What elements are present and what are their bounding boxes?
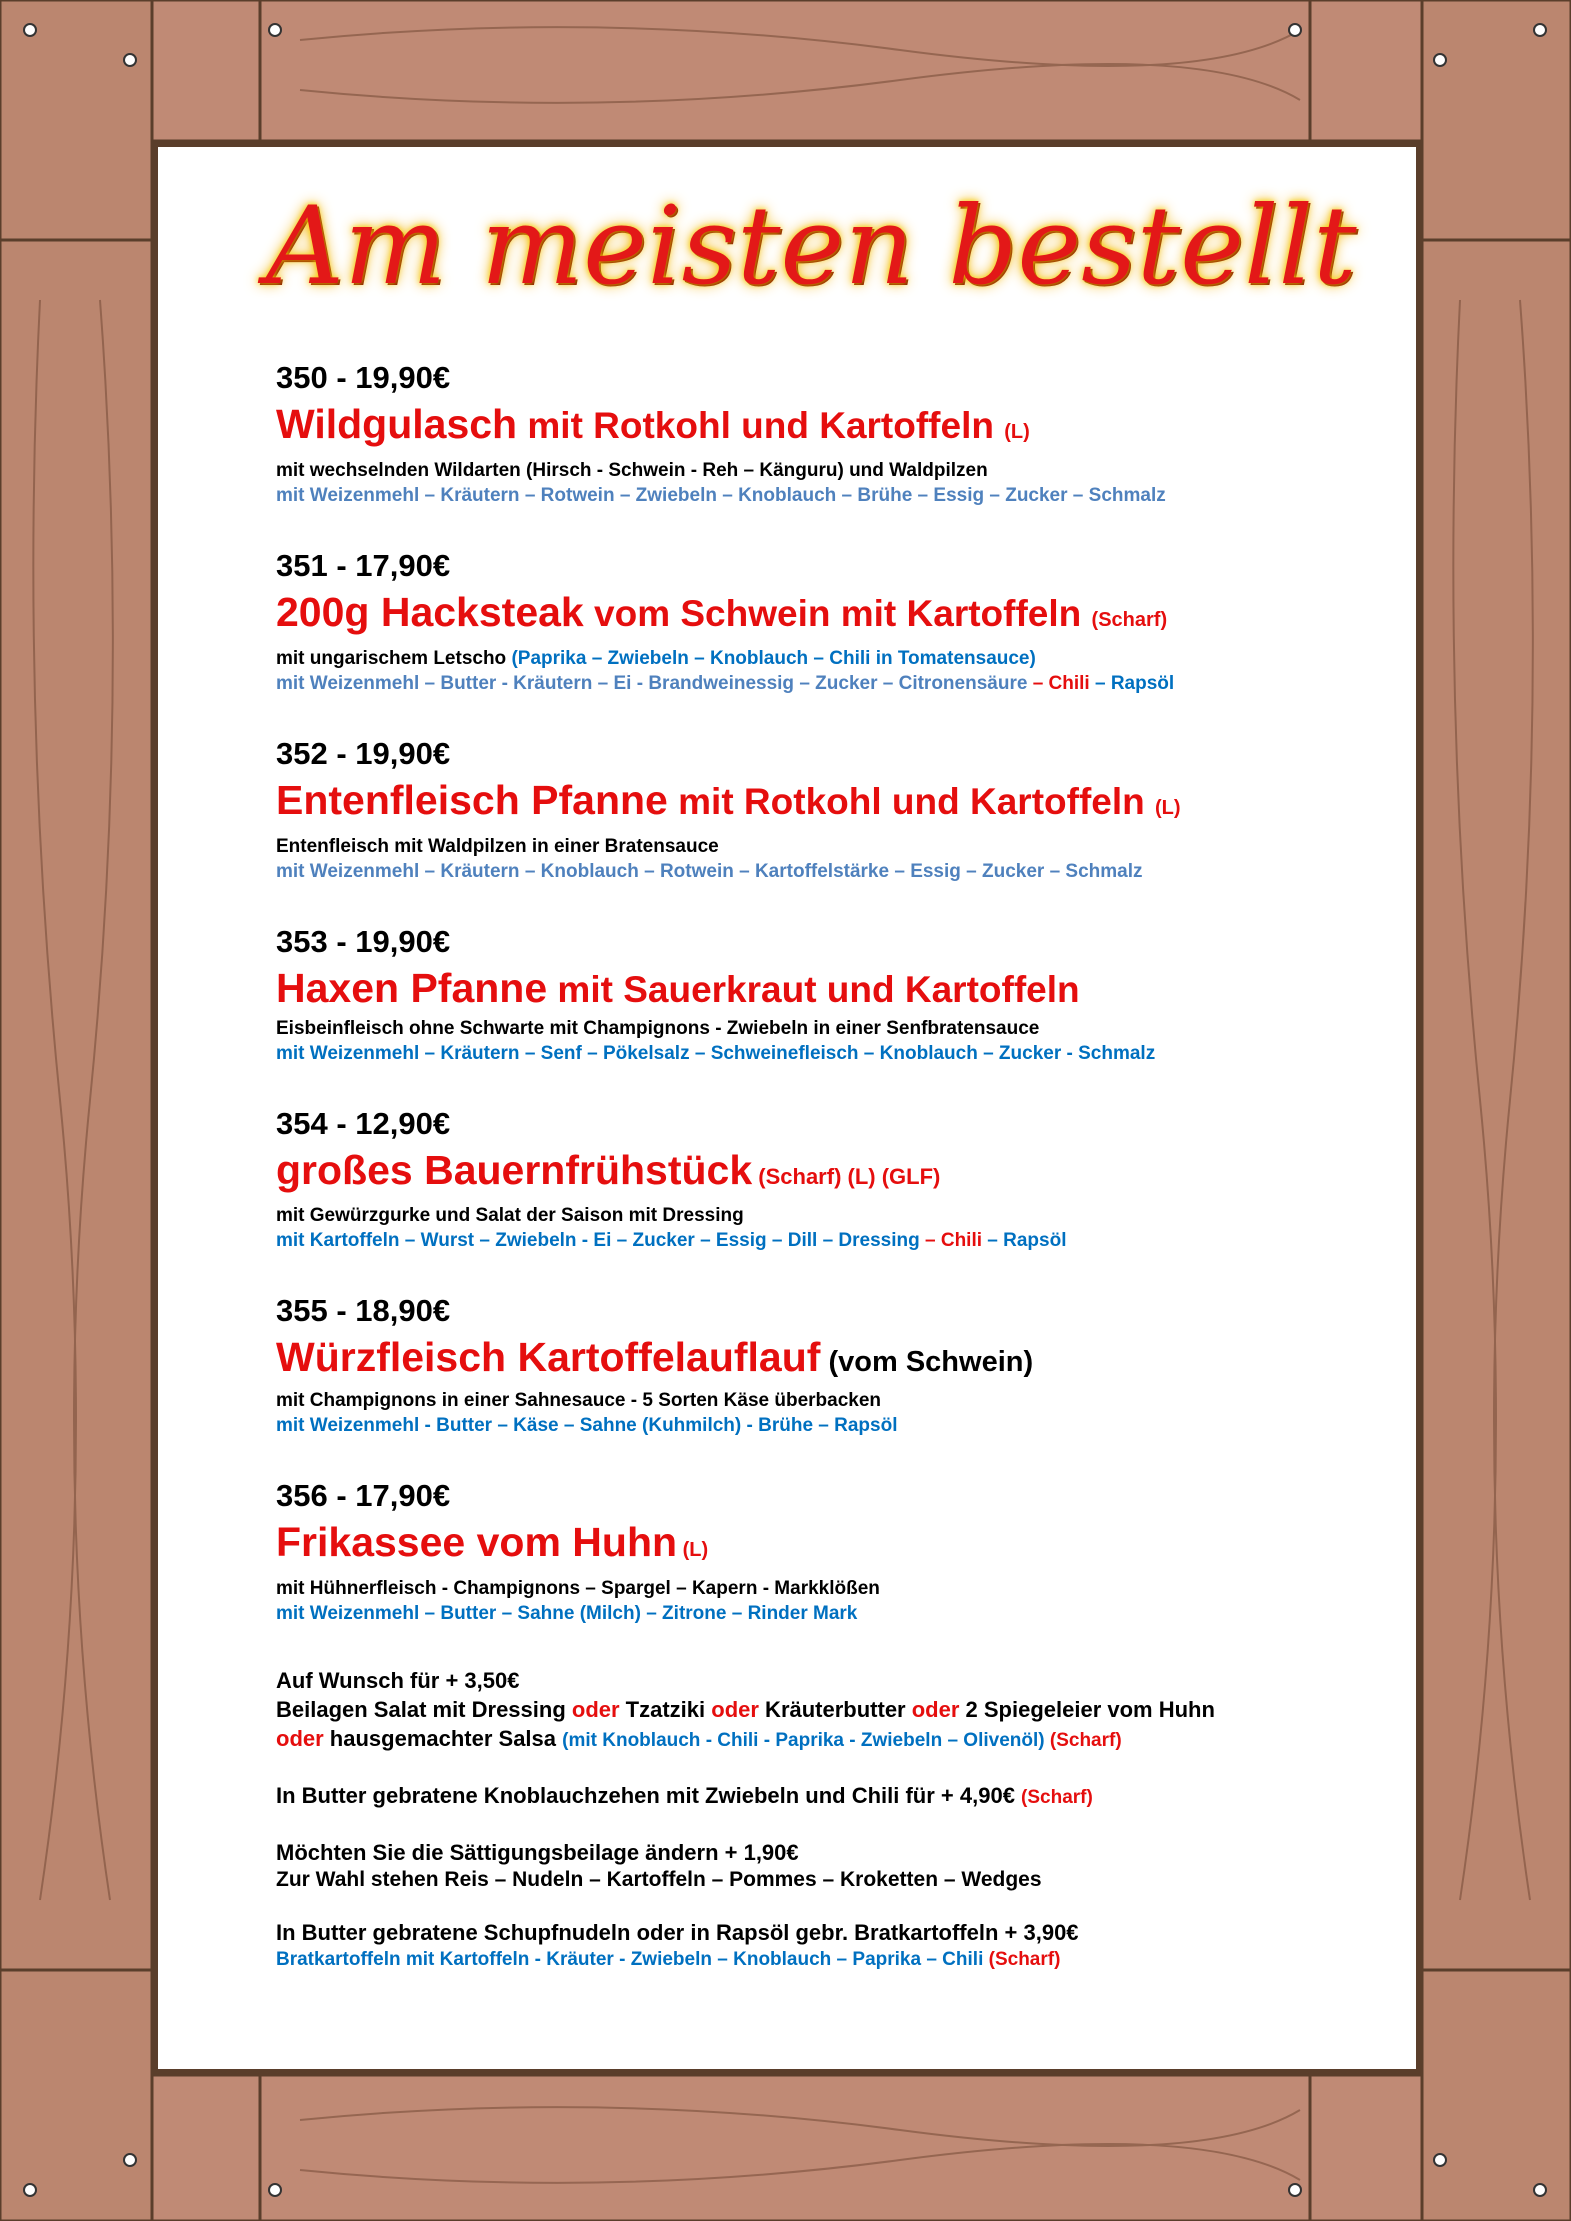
item-name <box>276 1516 1356 1576</box>
item-ingredients: mit Weizenmehl - Butter – Käse – Sahne (Kuhmilch) - Brühe – Rapsöl <box>276 1415 898 1436</box>
item-name <box>276 962 1356 1016</box>
item-tag: (Scharf) (L) (GLF) <box>752 1164 941 1189</box>
oder-text: oder <box>711 1697 759 1722</box>
item-tag: (L) <box>677 1539 709 1561</box>
oder-text: oder <box>911 1697 960 1722</box>
menu-item-354 <box>276 1104 1356 1253</box>
item-ingredients: mit Weizenmehl – Kräutern – Knoblauch – Rotwein – Kartoffelstärke – Essig – Zucker – Schmalz <box>276 861 1143 882</box>
wish-text: hausgemachter Salsa <box>323 1726 563 1751</box>
item-number-price: 351 - 17,90€ <box>276 548 451 583</box>
item-tag: (L) <box>1155 797 1181 819</box>
wish-line-1 <box>276 1695 1356 1724</box>
menu-item-355 <box>276 1291 1356 1438</box>
item-name-sub: mit Sauerkraut und Kartoffeln <box>547 969 1080 1010</box>
wish-text: Kräuterbutter <box>758 1697 912 1722</box>
scharf-tag: (Scharf) <box>988 1949 1061 1970</box>
scharf-tag: (Scharf) <box>1049 1730 1122 1751</box>
menu-item-352 <box>276 734 1356 884</box>
item-name-main: Frikassee vom Huhn <box>276 1519 678 1565</box>
item-number-price: 354 - 12,90€ <box>276 1106 451 1141</box>
menu-item-351 <box>276 546 1356 696</box>
item-ingredients: mit Weizenmehl – Butter – Sahne (Milch) – Zitrone – Rinder Mark <box>276 1603 858 1624</box>
item-description <box>276 646 1356 671</box>
schupf-heading: In Butter gebratene Schupfnudeln oder in Rapsöl gebr. Bratkartoffeln + 3,90€ <box>276 1920 1079 1945</box>
item-name <box>276 1331 1356 1388</box>
item-name-main: Haxen Pfanne <box>276 965 548 1011</box>
scharf-tag: (Scharf) <box>1021 1787 1093 1808</box>
schupf-ing-text: Bratkartoffeln mit Kartoffeln - Kräuter - Zwiebeln – Knoblauch – Paprika – Chili <box>276 1949 989 1970</box>
item-name <box>276 398 1356 458</box>
side-heading: Möchten Sie die Sättigungsbeilage ändern + 1,90€ <box>276 1840 799 1865</box>
menu-item-353 <box>276 922 1356 1066</box>
ing-part-blue: – Rapsöl <box>1094 673 1175 694</box>
menu-list <box>276 358 1356 1972</box>
wish-text: Beilagen Salat mit Dressing <box>276 1697 572 1722</box>
item-tag: (vom Schwein) <box>820 1346 1034 1378</box>
ing-part: mit Weizenmehl – Butter - Kräutern – Ei - Brandweinessig – Zucker – Citronensäure <box>276 673 1033 694</box>
extras-section <box>276 1666 1356 1972</box>
item-ingredients <box>276 671 1356 696</box>
item-tag: (L) <box>1004 421 1030 443</box>
item-ingredients: mit Weizenmehl – Kräutern – Senf – Pökelsalz – Schweinefleisch – Knoblauch – Zucker - Schmalz <box>276 1043 1156 1064</box>
ing-part-red: – Chili <box>1032 673 1095 694</box>
item-name <box>276 774 1356 834</box>
desc-part-blue: (Paprika – Zwiebeln – Knoblauch – Chili in Tomatensauce) <box>511 648 1036 669</box>
desc-part: mit ungarischem Letscho <box>276 648 512 669</box>
item-description: mit Gewürzgurke und Salat der Saison mit Dressing <box>276 1205 744 1226</box>
ing-part-red: – Chili <box>925 1230 988 1251</box>
ing-part-blue: – Rapsöl <box>987 1230 1067 1251</box>
salsa-ingredients: (mit Knoblauch - Chili - Paprika - Zwiebeln – Olivenöl) <box>562 1730 1050 1751</box>
item-ingredients <box>276 1228 1356 1253</box>
item-description: Eisbeinfleisch ohne Schwarte mit Champignons - Zwiebeln in einer Senfbratensauce <box>276 1018 1040 1039</box>
item-name-sub: mit Rotkohl und Kartoffeln <box>517 405 1005 446</box>
item-name-sub: mit Rotkohl und Kartoffeln <box>667 781 1155 822</box>
item-description: mit wechselnden Wildarten (Hirsch - Schwein - Reh – Känguru) und Waldpilzen <box>276 460 988 481</box>
garlic-text: In Butter gebratene Knoblauchzehen mit Zwiebeln und Chili für + 4,90€ <box>276 1783 1022 1808</box>
side-choices: Zur Wahl stehen Reis – Nudeln – Kartoffeln – Pommes – Kroketten – Wedges <box>276 1868 1042 1891</box>
item-ingredients: mit Weizenmehl – Kräutern – Rotwein – Zwiebeln – Knoblauch – Brühe – Essig – Zucker – Schmalz <box>276 485 1166 506</box>
oder-text: oder <box>571 1697 620 1722</box>
wish-text: Tzatziki <box>619 1697 712 1722</box>
wish-text: 2 Spiegeleier vom Huhn <box>959 1697 1215 1722</box>
item-name <box>276 586 1356 646</box>
schupf-ingredients <box>276 1947 1356 1972</box>
item-tag: (Scharf) <box>1091 609 1168 631</box>
wish-line-2 <box>276 1724 1356 1755</box>
item-name-main: Würzfleisch Kartoffelauflauf <box>276 1334 821 1380</box>
item-description: mit Champignons in einer Sahnesauce - 5 Sorten Käse überbacken <box>276 1390 882 1411</box>
item-name-sub: vom Schwein mit Kartoffeln <box>583 593 1092 634</box>
oder-text: oder <box>276 1726 324 1751</box>
item-number-price: 352 - 19,90€ <box>276 736 451 771</box>
item-name-main: Wildgulasch <box>276 401 518 447</box>
item-number-price: 353 - 19,90€ <box>276 924 451 959</box>
ing-part: mit Kartoffeln – Wurst – Zwiebeln - Ei – Zucker – Essig – Dill – Dressing <box>276 1230 925 1251</box>
item-name-main: Entenfleisch Pfanne <box>276 777 668 823</box>
item-number-price: 355 - 18,90€ <box>276 1293 451 1328</box>
item-number-price: 350 - 19,90€ <box>276 360 451 395</box>
item-description: Entenfleisch mit Waldpilzen in einer Bratensauce <box>276 836 719 857</box>
garlic-line <box>276 1781 1356 1812</box>
item-name <box>276 1144 1356 1203</box>
page-title: Am meisten bestellt <box>266 184 1357 309</box>
item-number-price: 356 - 17,90€ <box>276 1478 451 1513</box>
item-name-main: großes Bauernfrühstück <box>276 1147 753 1193</box>
wish-heading: Auf Wunsch für + 3,50€ <box>276 1668 520 1693</box>
item-name-main: 200g Hacksteak <box>276 589 584 635</box>
item-description: mit Hühnerfleisch - Champignons – Spargel – Kapern - Markklößen <box>276 1578 880 1599</box>
menu-item-356 <box>276 1476 1356 1626</box>
menu-item-350 <box>276 358 1356 508</box>
